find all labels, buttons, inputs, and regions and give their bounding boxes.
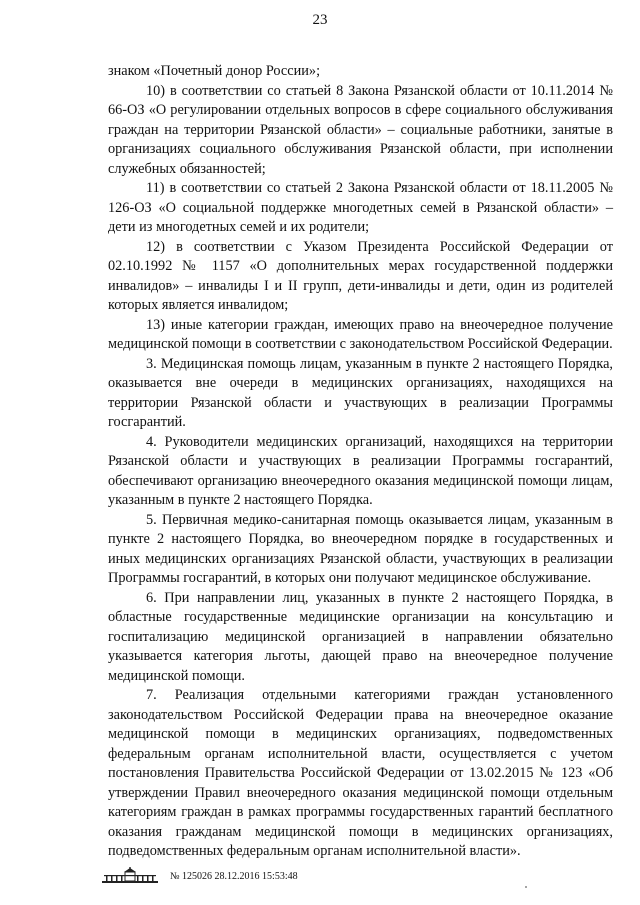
paragraph-clause-5: 5. Первичная медико-санитарная помощь оказывается лицам, указанным в пункте 2 настоящего Порядка, во внеочередном порядке в государственных и иных медицинских организациях Рязанской области, участвующих в реализации Программы госгарантий, в которых они получают медицинское обслуживание. (108, 511, 613, 586)
document-footer (100, 866, 298, 886)
registration-stamp: № 125026 28.12.2016 15:53:48 (170, 870, 298, 882)
paragraph-item-11: 11) в соответствии со статьей 2 Закона Рязанской области от 18.11.2005 № 126-ОЗ «О социальной поддержке многодетных семей в Рязанской области» – дети из многодетных семей и их родители; (108, 180, 613, 235)
paragraph-item-13: 13) иные категории граждан, имеющих право на внеочередное получение медицинской помощи в соответствии с законодательством Российской Федерации. (108, 316, 613, 352)
document-body (108, 62, 613, 862)
page-number: 23 (312, 12, 328, 28)
scan-dot (525, 886, 527, 888)
paragraph-item-10: 10) в соответствии со статьей 8 Закона Рязанской области от 10.11.2014 № 66-ОЗ «О регулировании отдельных вопросов в сфере социального обслуживания граждан на территории Рязанской области» – социальные работники, занятые в организациях социального обслуживания Рязанской области, при исполнении служебных обязанностей; (108, 82, 613, 177)
paragraph-clause-7: 7. Реализация отдельными категориями граждан установленного законодательством Российской Федерации права на внеочередное оказание медицинской помощи в медицинских организациях, подведомственных федеральным органам исполнительной власти, осуществляется с учетом постановления Правительства Российской Федерации от 13.02.2015 № 123 «Об утверждении Правил внеочередного оказания медицинской помощи отдельным категориям граждан в рамках программы государственных гарантий бесплатного оказания гражданам медицинской помощи в медицинских организациях, подведомственных федеральным органам исполнительной власти». (108, 687, 613, 859)
paragraph-clause-4: 4. Руководители медицинских организаций, находящихся на территории Рязанской области и участвующих в реализации Программы госгарантий, обеспечивают организацию внеочередного оказания медицинской помощи лицам, указанным в пункте 2 настоящего Порядка. (108, 433, 613, 508)
paragraph-continuation: знаком «Почетный донор России»; (108, 63, 321, 79)
government-building-logo-icon (100, 867, 160, 885)
paragraph-clause-6: 6. При направлении лиц, указанных в пункте 2 настоящего Порядка, в областные государственные медицинские организации на консультацию и госпитализацию медицинской организацией в направлении обязательно указывается категория льготы, дающей право на внеочередное получение медицинской помощи. (108, 589, 613, 684)
paragraph-clause-3: 3. Медицинская помощь лицам, указанным в пункте 2 настоящего Порядка, оказывается вне очереди в медицинских организациях, находящихся на территории Рязанской области и участвующих в реализации Программы госгарантий. (108, 355, 613, 430)
paragraph-item-12: 12) в соответствии с Указом Президента Российской Федерации от 02.10.1992 № 1157 «О дополнительных мерах государственной поддержки инвалидов» – инвалиды I и II групп, дети-инвалиды и дети, один из родителей которых является инвалидом; (108, 238, 613, 313)
